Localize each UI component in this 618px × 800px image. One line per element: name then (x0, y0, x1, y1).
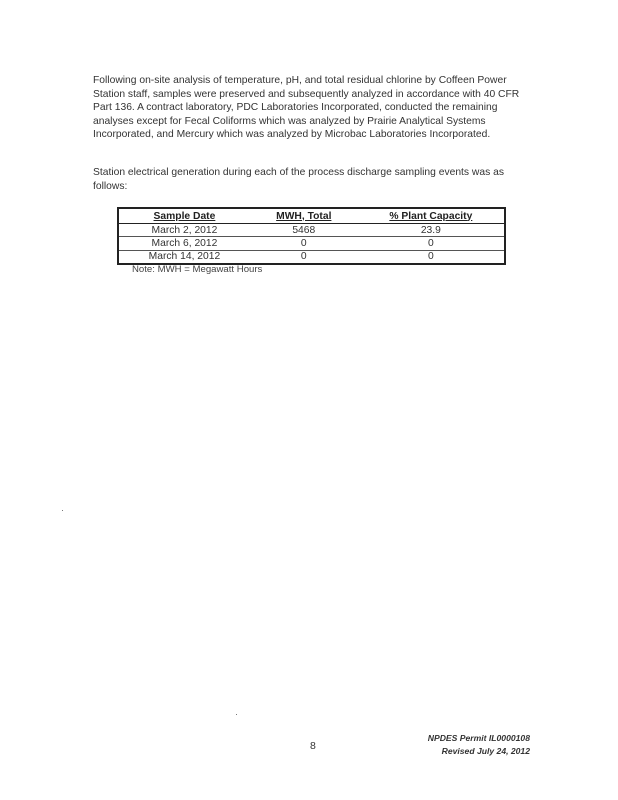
cell-capacity: 23.9 (358, 224, 504, 237)
permit-number: NPDES Permit IL0000108 (427, 733, 530, 743)
table-row (119, 237, 504, 250)
revision-date: Revised July 24, 2012 (441, 746, 530, 756)
generation-paragraph: Station electrical generation during each of the process discharge sampling events was as follows: (93, 167, 504, 192)
cell-mwh: 5468 (250, 224, 358, 237)
footer-permit-block (428, 732, 530, 758)
cell-capacity: 0 (358, 237, 504, 250)
generation-table (117, 207, 506, 265)
table-note: Note: MWH = Megawatt Hours (132, 264, 263, 275)
table-header-row (119, 209, 504, 224)
header-sample-date: Sample Date (119, 209, 250, 224)
cell-date: March 6, 2012 (119, 237, 250, 250)
header-mwh-total: MWH, Total (250, 209, 358, 224)
cell-capacity: 0 (427, 251, 434, 263)
cell-mwh: 0 (250, 237, 358, 250)
intro-paragraph: Following on-site analysis of temperature, pH, and total residual chlorine by Coffeen Power Station staff, samples were preserved and subsequently analyzed in accordance with 40 CFR Part 136. A contract laboratory, PDC Laboratories Incorporated, conducted the remaining analyses except for Fecal Coliforms which was analyzed by Prairie Analytical Systems Incorporated, and Mercury which was analyzed by Microbac Laboratories Incorporated. (93, 75, 520, 141)
cell-mwh: 0 (300, 251, 307, 263)
cell-date: March 14, 2012 (148, 251, 221, 263)
header-plant-capacity: % Plant Capacity (358, 209, 504, 224)
table-row (119, 224, 504, 237)
scan-speck (62, 510, 63, 511)
scan-speck (236, 714, 237, 715)
table-row (119, 250, 504, 263)
page-number: 8 (310, 740, 316, 752)
cell-date: March 2, 2012 (119, 224, 250, 237)
